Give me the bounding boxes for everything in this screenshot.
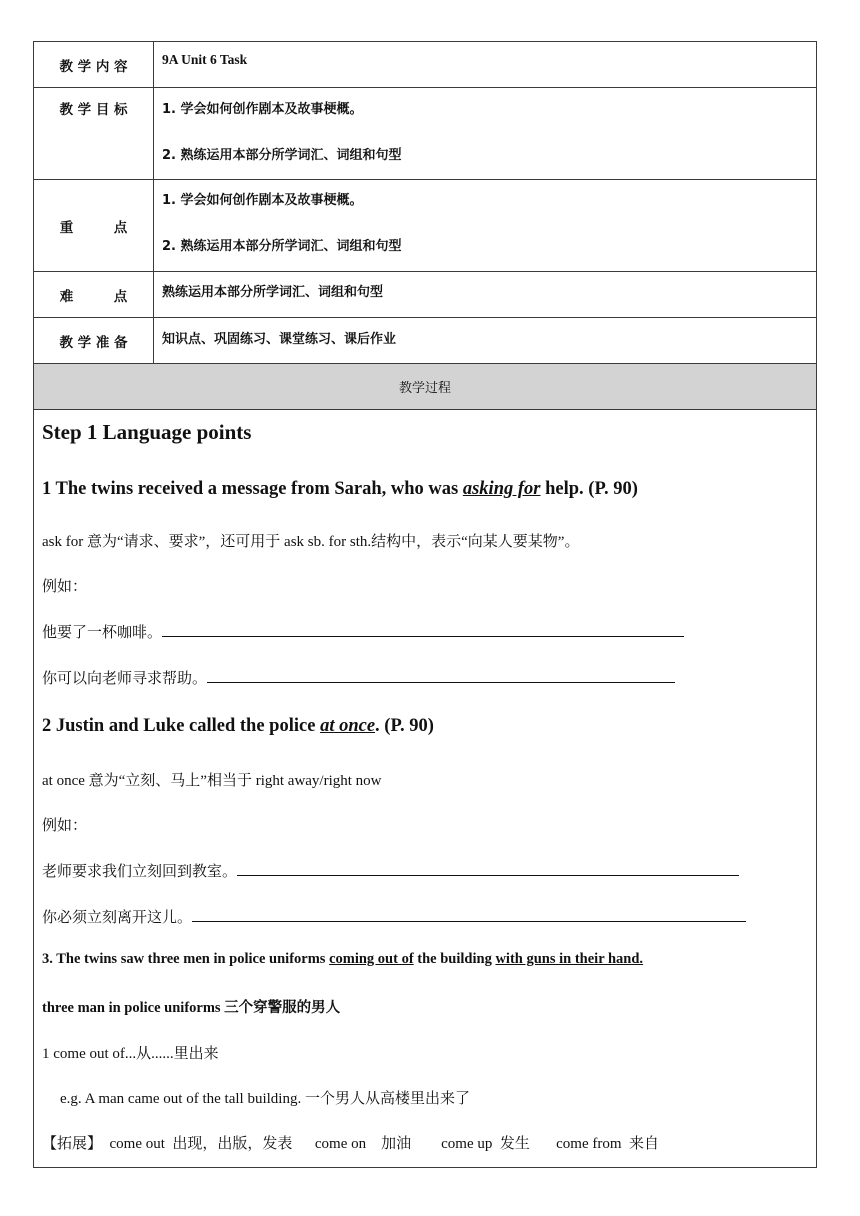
point3-example: e.g. A man came out of the tall building. 一个男人从高楼里出来了 (60, 1091, 470, 1107)
answer-blank[interactable] (162, 624, 684, 637)
value-content: 9A Unit 6 Task (162, 52, 248, 67)
row-difficulties (34, 272, 816, 318)
point2-example-2-text: 你必须立刻离开这儿。 (42, 910, 193, 926)
value-difficulties: 熟练运用本部分所学词汇、词组和句型 (162, 285, 384, 300)
answer-blank[interactable] (237, 863, 739, 876)
point2-heading (42, 716, 434, 737)
point2-example-1 (42, 860, 739, 881)
lesson-plan-sheet (33, 41, 817, 1168)
point1-example-2 (42, 667, 675, 688)
point2-explanation: at once 意为“立刻、马上”相当于 right away/right now (42, 773, 382, 789)
point3-extend: 【拓展】 come out 出现，出版，发表 come on 加油 come up 发生 come from 来自 (42, 1136, 660, 1152)
point1-example-1-text: 他要了一杯咖啡。 (42, 625, 163, 641)
label-objectives: 教 学 目 标 (34, 88, 154, 179)
point1-eg-label: 例如： (42, 579, 88, 595)
objective-item-1: 1. 学会如何创作剧本及故事梗概。 (162, 102, 363, 117)
step1-title: Step 1 Language points (42, 420, 252, 444)
point3-phrase: three man in police uniforms 三个穿警服的男人 (42, 1000, 341, 1016)
point2-heading-post: . (P. 90) (375, 716, 434, 736)
point3-heading-a: 3. The twins saw three men in police uniforms (42, 951, 330, 967)
answer-blank[interactable] (192, 909, 746, 922)
label-difficulties: 难 点 (34, 272, 154, 317)
label-key-points: 重 点 (34, 180, 154, 271)
key-point-item-1: 1. 学会如何创作剧本及故事梗概。 (162, 193, 363, 208)
row-key-points (34, 180, 816, 272)
point2-example-1-text: 老师要求我们立刻回到教室。 (42, 864, 238, 880)
point1-example-2-text: 你可以向老师寻求帮助。 (42, 671, 208, 687)
point2-key-phrase: at once (320, 716, 376, 736)
label-preparation: 教 学 准 备 (34, 318, 154, 363)
row-preparation (34, 318, 816, 364)
point3-heading (42, 951, 643, 968)
point2-heading-pre: 2 Justin and Luke called the police (42, 716, 321, 736)
point3-key-phrase-1: coming out of (329, 951, 414, 967)
objective-item-2: 2. 熟练运用本部分所学词汇、词组和句型 (162, 148, 402, 163)
row-objectives (34, 88, 816, 180)
point3-key-phrase-2: with guns in their hand. (495, 951, 644, 967)
point1-key-phrase: asking for (462, 479, 541, 499)
point1-example-1 (42, 621, 684, 642)
point1-explanation: ask for 意为“请求、要求”，还可用于 ask sb. for sth.结构中，表示“向某人要某物”。 (42, 534, 580, 550)
label-content: 教 学 内 容 (34, 42, 154, 87)
value-preparation: 知识点、巩固练习、课堂练习、课后作业 (162, 332, 397, 347)
point1-heading-pre: 1 The twins received a message from Sarah, who was (42, 479, 463, 499)
point3-heading-c: the building (413, 951, 496, 967)
key-point-item-2: 2. 熟练运用本部分所学词汇、词组和句型 (162, 239, 402, 254)
point3-sub1: 1 come out of...从......里出来 (42, 1046, 219, 1062)
row-content (34, 42, 816, 88)
point2-example-2 (42, 906, 746, 927)
point2-eg-label: 例如： (42, 818, 88, 834)
point1-heading-post: help. (P. 90) (540, 479, 638, 499)
process-header: 教学过程 (34, 364, 816, 410)
answer-blank[interactable] (207, 670, 675, 683)
point1-heading (42, 479, 638, 500)
